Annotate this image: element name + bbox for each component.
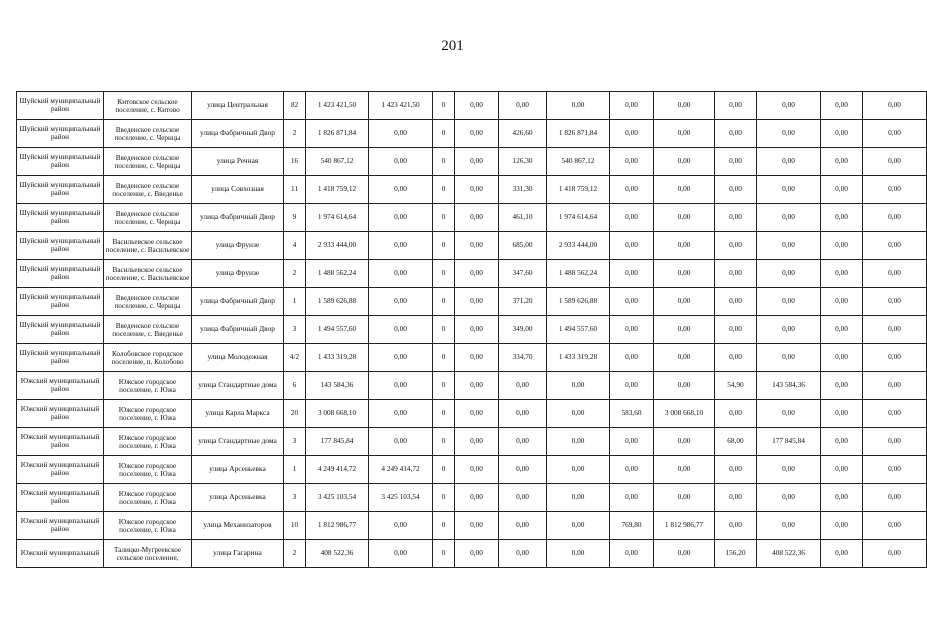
- cost-cell: 0,00: [757, 316, 821, 344]
- table-row: [17, 372, 927, 400]
- page-number: 201: [441, 38, 464, 54]
- value-cell: 0,00: [455, 92, 499, 120]
- total-cost-cell: 143 584,36: [306, 372, 369, 400]
- street-cell: улица Арсеньевка: [192, 456, 284, 484]
- cost-cell: 1 812 986,77: [654, 512, 715, 540]
- area-cell: 0,00: [821, 204, 863, 232]
- house-number-cell: 1: [284, 288, 306, 316]
- count-cell: 0: [433, 456, 455, 484]
- cost-cell: 3 425 103,54: [369, 484, 433, 512]
- count-cell: 0: [433, 232, 455, 260]
- cost-cell: 0,00: [863, 148, 927, 176]
- area-cell: 0,00: [715, 400, 757, 428]
- cost-cell: 0,00: [369, 204, 433, 232]
- total-cost-cell: 177 845,84: [306, 428, 369, 456]
- cost-cell: 1 418 759,12: [547, 176, 610, 204]
- street-cell: улица Фабричный Двор: [192, 120, 284, 148]
- cost-cell: 0,00: [369, 176, 433, 204]
- value-cell: 0,00: [455, 120, 499, 148]
- table-row: [17, 288, 927, 316]
- house-number-cell: 2: [284, 260, 306, 288]
- cost-cell: 1 488 562,24: [547, 260, 610, 288]
- district-cell: Шуйский муниципальный район: [17, 232, 104, 260]
- area-cell: 0,00: [821, 260, 863, 288]
- settlement-cell: Введенское сельское поселение, с. Чернцы: [104, 204, 192, 232]
- cost-cell: 0,00: [863, 176, 927, 204]
- settlement-cell: Талицко-Мугреевское сельское поселение,: [104, 540, 192, 568]
- street-cell: улица Речная: [192, 148, 284, 176]
- cost-cell: 1 826 871,84: [547, 120, 610, 148]
- settlement-cell: Южское городское поселение, г. Южа: [104, 428, 192, 456]
- area-cell: 0,00: [610, 92, 654, 120]
- cost-cell: 0,00: [863, 540, 927, 568]
- area-cell: 0,00: [610, 120, 654, 148]
- table-row: [17, 400, 927, 428]
- area-cell: 0,00: [821, 512, 863, 540]
- area-cell: 156,20: [715, 540, 757, 568]
- count-cell: 0: [433, 400, 455, 428]
- area-cell: 0,00: [610, 372, 654, 400]
- settlement-cell: Введенское сельское поселение, с. Чернцы: [104, 120, 192, 148]
- area-cell: 349,00: [499, 316, 547, 344]
- cost-cell: 4 249 414,72: [369, 456, 433, 484]
- table-row: [17, 204, 927, 232]
- cost-cell: 0,00: [863, 344, 927, 372]
- total-cost-cell: 1 974 614,64: [306, 204, 369, 232]
- count-cell: 0: [433, 288, 455, 316]
- house-number-cell: 11: [284, 176, 306, 204]
- value-cell: 0,00: [455, 148, 499, 176]
- house-number-cell: 9: [284, 204, 306, 232]
- street-cell: улица Молодежная: [192, 344, 284, 372]
- cost-cell: 0,00: [757, 260, 821, 288]
- cost-cell: 0,00: [654, 232, 715, 260]
- cost-cell: 0,00: [757, 92, 821, 120]
- area-cell: 0,00: [821, 92, 863, 120]
- count-cell: 0: [433, 512, 455, 540]
- area-cell: 0,00: [610, 344, 654, 372]
- area-cell: 0,00: [610, 484, 654, 512]
- cost-cell: 0,00: [863, 400, 927, 428]
- settlement-cell: Введенское сельское поселение, с. Введенье: [104, 176, 192, 204]
- area-cell: 461,10: [499, 204, 547, 232]
- area-cell: 0,00: [715, 344, 757, 372]
- district-cell: Южский муниципальный район: [17, 400, 104, 428]
- cost-cell: 0,00: [547, 484, 610, 512]
- cost-cell: 0,00: [654, 484, 715, 512]
- total-cost-cell: 1 433 319,28: [306, 344, 369, 372]
- area-cell: 0,00: [715, 260, 757, 288]
- value-cell: 0,00: [455, 260, 499, 288]
- cost-cell: 3 008 668,10: [654, 400, 715, 428]
- cost-cell: 0,00: [654, 540, 715, 568]
- table-body: [17, 92, 927, 568]
- total-cost-cell: 540 867,12: [306, 148, 369, 176]
- district-cell: Южский муниципальный район: [17, 428, 104, 456]
- district-cell: Шуйский муниципальный район: [17, 148, 104, 176]
- area-cell: 0,00: [821, 484, 863, 512]
- total-cost-cell: 1 423 421,50: [306, 92, 369, 120]
- table-row: [17, 176, 927, 204]
- cost-cell: 1 494 557,60: [547, 316, 610, 344]
- table-row: [17, 316, 927, 344]
- cost-cell: 0,00: [369, 260, 433, 288]
- district-cell: Шуйский муниципальный район: [17, 260, 104, 288]
- area-cell: 0,00: [821, 400, 863, 428]
- cost-cell: 0,00: [547, 92, 610, 120]
- total-cost-cell: 1 418 759,12: [306, 176, 369, 204]
- settlement-cell: Введенское сельское поселение, с. Чернцы: [104, 288, 192, 316]
- settlement-cell: Колобовское городское поселение, п. Колобово: [104, 344, 192, 372]
- cost-cell: 0,00: [757, 400, 821, 428]
- house-number-cell: 10: [284, 512, 306, 540]
- area-cell: 0,00: [610, 540, 654, 568]
- count-cell: 0: [433, 484, 455, 512]
- area-cell: 0,00: [610, 260, 654, 288]
- cost-cell: 0,00: [369, 344, 433, 372]
- area-cell: 0,00: [610, 428, 654, 456]
- count-cell: 0: [433, 260, 455, 288]
- area-cell: 0,00: [715, 288, 757, 316]
- house-number-cell: 16: [284, 148, 306, 176]
- house-number-cell: 20: [284, 400, 306, 428]
- cost-cell: 0,00: [369, 372, 433, 400]
- cost-cell: 0,00: [369, 400, 433, 428]
- cost-cell: 0,00: [654, 428, 715, 456]
- cost-cell: 408 522,36: [757, 540, 821, 568]
- area-cell: 371,20: [499, 288, 547, 316]
- cost-cell: 0,00: [757, 204, 821, 232]
- value-cell: 0,00: [455, 288, 499, 316]
- street-cell: улица Центральная: [192, 92, 284, 120]
- area-cell: 685,00: [499, 232, 547, 260]
- count-cell: 0: [433, 92, 455, 120]
- house-number-cell: 4: [284, 232, 306, 260]
- value-cell: 0,00: [455, 232, 499, 260]
- area-cell: 426,60: [499, 120, 547, 148]
- cost-cell: 0,00: [757, 148, 821, 176]
- area-cell: 0,00: [821, 540, 863, 568]
- count-cell: 0: [433, 120, 455, 148]
- street-cell: улица Карла Маркса: [192, 400, 284, 428]
- cost-cell: 1 974 614,64: [547, 204, 610, 232]
- value-cell: 0,00: [455, 512, 499, 540]
- street-cell: улица Фрунзе: [192, 260, 284, 288]
- value-cell: 0,00: [455, 176, 499, 204]
- area-cell: 0,00: [610, 148, 654, 176]
- value-cell: 0,00: [455, 484, 499, 512]
- street-cell: улица Фабричный Двор: [192, 316, 284, 344]
- house-number-cell: 6: [284, 372, 306, 400]
- cost-cell: 0,00: [654, 456, 715, 484]
- total-cost-cell: 4 249 414,72: [306, 456, 369, 484]
- area-cell: 0,00: [821, 232, 863, 260]
- area-cell: 0,00: [715, 484, 757, 512]
- count-cell: 0: [433, 344, 455, 372]
- table-row: [17, 344, 927, 372]
- cost-cell: 0,00: [757, 120, 821, 148]
- count-cell: 0: [433, 372, 455, 400]
- district-cell: Южский муниципальный район: [17, 456, 104, 484]
- total-cost-cell: 1 488 562,24: [306, 260, 369, 288]
- table-row: [17, 512, 927, 540]
- area-cell: 0,00: [499, 512, 547, 540]
- area-cell: 0,00: [821, 372, 863, 400]
- cost-cell: 2 933 444,00: [547, 232, 610, 260]
- area-cell: 0,00: [821, 176, 863, 204]
- value-cell: 0,00: [455, 372, 499, 400]
- area-cell: 0,00: [715, 148, 757, 176]
- area-cell: 0,00: [499, 456, 547, 484]
- cost-cell: 0,00: [654, 260, 715, 288]
- value-cell: 0,00: [455, 428, 499, 456]
- house-number-cell: 4/2: [284, 344, 306, 372]
- table-row: [17, 148, 927, 176]
- count-cell: 0: [433, 204, 455, 232]
- total-cost-cell: 1 589 626,88: [306, 288, 369, 316]
- area-cell: 0,00: [821, 120, 863, 148]
- total-cost-cell: 408 522,36: [306, 540, 369, 568]
- area-cell: 0,00: [499, 92, 547, 120]
- cost-cell: 0,00: [757, 456, 821, 484]
- table-row: [17, 92, 927, 120]
- count-cell: 0: [433, 540, 455, 568]
- cost-cell: 0,00: [654, 92, 715, 120]
- area-cell: 0,00: [715, 456, 757, 484]
- total-cost-cell: 3 425 103,54: [306, 484, 369, 512]
- table-row: [17, 232, 927, 260]
- value-cell: 0,00: [455, 316, 499, 344]
- cost-cell: 0,00: [547, 456, 610, 484]
- data-table: [16, 91, 927, 568]
- cost-cell: 0,00: [547, 372, 610, 400]
- cost-cell: 0,00: [654, 176, 715, 204]
- cost-cell: 0,00: [654, 120, 715, 148]
- district-cell: Шуйский муниципальный район: [17, 316, 104, 344]
- street-cell: улица Совхозная: [192, 176, 284, 204]
- house-number-cell: 3: [284, 316, 306, 344]
- cost-cell: 0,00: [863, 204, 927, 232]
- cost-cell: 0,00: [863, 484, 927, 512]
- house-number-cell: 2: [284, 120, 306, 148]
- total-cost-cell: 3 008 668,10: [306, 400, 369, 428]
- settlement-cell: Южское городское поселение, г. Южа: [104, 400, 192, 428]
- cost-cell: 0,00: [654, 204, 715, 232]
- settlement-cell: Васильевское сельское поселение, с. Васильевское: [104, 232, 192, 260]
- cost-cell: 0,00: [654, 316, 715, 344]
- cost-cell: 0,00: [863, 428, 927, 456]
- cost-cell: 0,00: [863, 456, 927, 484]
- area-cell: 126,30: [499, 148, 547, 176]
- table-row: [17, 456, 927, 484]
- area-cell: 0,00: [499, 400, 547, 428]
- cost-cell: 0,00: [369, 540, 433, 568]
- value-cell: 0,00: [455, 344, 499, 372]
- table-row: [17, 428, 927, 456]
- cost-cell: 0,00: [547, 540, 610, 568]
- area-cell: 0,00: [715, 316, 757, 344]
- area-cell: 0,00: [821, 148, 863, 176]
- house-number-cell: 3: [284, 484, 306, 512]
- district-cell: Южский муниципальный район: [17, 484, 104, 512]
- cost-cell: 0,00: [654, 148, 715, 176]
- cost-cell: 0,00: [757, 344, 821, 372]
- cost-cell: 143 584,36: [757, 372, 821, 400]
- count-cell: 0: [433, 428, 455, 456]
- total-cost-cell: 1 826 871,84: [306, 120, 369, 148]
- cost-cell: 0,00: [757, 288, 821, 316]
- settlement-cell: Китовское сельское поселение, с. Китово: [104, 92, 192, 120]
- street-cell: улица Фабричный Двор: [192, 288, 284, 316]
- cost-cell: 0,00: [757, 232, 821, 260]
- area-cell: 0,00: [715, 176, 757, 204]
- area-cell: 0,00: [610, 176, 654, 204]
- area-cell: 0,00: [499, 372, 547, 400]
- district-cell: Шуйский муниципальный район: [17, 344, 104, 372]
- cost-cell: 0,00: [654, 344, 715, 372]
- area-cell: 0,00: [499, 540, 547, 568]
- cost-cell: 0,00: [547, 400, 610, 428]
- settlement-cell: Введенское сельское поселение, с. Чернцы: [104, 148, 192, 176]
- area-cell: 0,00: [610, 204, 654, 232]
- street-cell: улица Механизаторов: [192, 512, 284, 540]
- table-row: [17, 540, 927, 568]
- settlement-cell: Южское городское поселение, г. Южа: [104, 484, 192, 512]
- count-cell: 0: [433, 316, 455, 344]
- area-cell: 0,00: [715, 204, 757, 232]
- district-cell: Шуйский муниципальный район: [17, 176, 104, 204]
- cost-cell: 0,00: [369, 148, 433, 176]
- cost-cell: 0,00: [547, 512, 610, 540]
- district-cell: Шуйский муниципальный район: [17, 92, 104, 120]
- total-cost-cell: 1 494 557,60: [306, 316, 369, 344]
- cost-cell: 0,00: [863, 92, 927, 120]
- house-number-cell: 2: [284, 540, 306, 568]
- area-cell: 0,00: [821, 288, 863, 316]
- area-cell: 0,00: [715, 512, 757, 540]
- value-cell: 0,00: [455, 456, 499, 484]
- cost-cell: 0,00: [369, 120, 433, 148]
- area-cell: 0,00: [499, 428, 547, 456]
- cost-cell: 0,00: [547, 428, 610, 456]
- settlement-cell: Васильевское сельское поселение, с. Васильевское: [104, 260, 192, 288]
- street-cell: улица Фрунзе: [192, 232, 284, 260]
- area-cell: 0,00: [610, 456, 654, 484]
- cost-cell: 0,00: [757, 176, 821, 204]
- street-cell: улица Гагарина: [192, 540, 284, 568]
- area-cell: 0,00: [610, 288, 654, 316]
- settlement-cell: Южское городское поселение, г. Южа: [104, 512, 192, 540]
- area-cell: 0,00: [821, 428, 863, 456]
- cost-cell: 0,00: [863, 372, 927, 400]
- street-cell: улица Стандартные дома: [192, 372, 284, 400]
- area-cell: 583,60: [610, 400, 654, 428]
- house-number-cell: 1: [284, 456, 306, 484]
- area-cell: 347,60: [499, 260, 547, 288]
- value-cell: 0,00: [455, 540, 499, 568]
- cost-cell: 540 867,12: [547, 148, 610, 176]
- area-cell: 334,70: [499, 344, 547, 372]
- cost-cell: 1 433 319,28: [547, 344, 610, 372]
- area-cell: 68,00: [715, 428, 757, 456]
- area-cell: 0,00: [821, 344, 863, 372]
- value-cell: 0,00: [455, 400, 499, 428]
- cost-cell: 0,00: [863, 232, 927, 260]
- street-cell: улица Фабричный Двор: [192, 204, 284, 232]
- area-cell: 0,00: [715, 232, 757, 260]
- cost-cell: 0,00: [863, 288, 927, 316]
- settlement-cell: Южское городское поселение, г. Южа: [104, 372, 192, 400]
- cost-cell: 1 589 626,88: [547, 288, 610, 316]
- district-cell: Шуйский муниципальный район: [17, 288, 104, 316]
- area-cell: 331,30: [499, 176, 547, 204]
- total-cost-cell: 2 933 444,00: [306, 232, 369, 260]
- total-cost-cell: 1 812 986,77: [306, 512, 369, 540]
- cost-cell: 0,00: [369, 288, 433, 316]
- area-cell: 769,80: [610, 512, 654, 540]
- settlement-cell: Южское городское поселение, г. Южа: [104, 456, 192, 484]
- area-cell: 0,00: [610, 232, 654, 260]
- cost-cell: 0,00: [369, 232, 433, 260]
- table-row: [17, 484, 927, 512]
- area-cell: 0,00: [715, 92, 757, 120]
- area-cell: 0,00: [821, 316, 863, 344]
- district-cell: Южский муниципальный район: [17, 512, 104, 540]
- settlement-cell: Введенское сельское поселение, с. Введенье: [104, 316, 192, 344]
- cost-cell: 1 423 421,50: [369, 92, 433, 120]
- street-cell: улица Стандартные дома: [192, 428, 284, 456]
- value-cell: 0,00: [455, 204, 499, 232]
- cost-cell: 0,00: [757, 484, 821, 512]
- count-cell: 0: [433, 148, 455, 176]
- count-cell: 0: [433, 176, 455, 204]
- area-cell: 0,00: [610, 316, 654, 344]
- cost-cell: 0,00: [757, 512, 821, 540]
- cost-cell: 0,00: [369, 512, 433, 540]
- cost-cell: 0,00: [654, 372, 715, 400]
- cost-cell: 0,00: [369, 428, 433, 456]
- cost-cell: 0,00: [863, 512, 927, 540]
- house-number-cell: 3: [284, 428, 306, 456]
- area-cell: 0,00: [499, 484, 547, 512]
- district-cell: Южский муниципальный район: [17, 372, 104, 400]
- area-cell: 0,00: [821, 456, 863, 484]
- cost-cell: 0,00: [863, 316, 927, 344]
- cost-cell: 0,00: [863, 260, 927, 288]
- street-cell: улица Арсеньевка: [192, 484, 284, 512]
- district-cell: Южский муниципальный: [17, 540, 104, 568]
- cost-cell: 0,00: [863, 120, 927, 148]
- table-row: [17, 260, 927, 288]
- district-cell: Шуйский муниципальный район: [17, 204, 104, 232]
- cost-cell: 0,00: [369, 316, 433, 344]
- table-container: [16, 91, 901, 566]
- cost-cell: 0,00: [654, 288, 715, 316]
- area-cell: 54,90: [715, 372, 757, 400]
- cost-cell: 177 845,84: [757, 428, 821, 456]
- district-cell: Шуйский муниципальный район: [17, 120, 104, 148]
- area-cell: 0,00: [715, 120, 757, 148]
- table-row: [17, 120, 927, 148]
- house-number-cell: 82: [284, 92, 306, 120]
